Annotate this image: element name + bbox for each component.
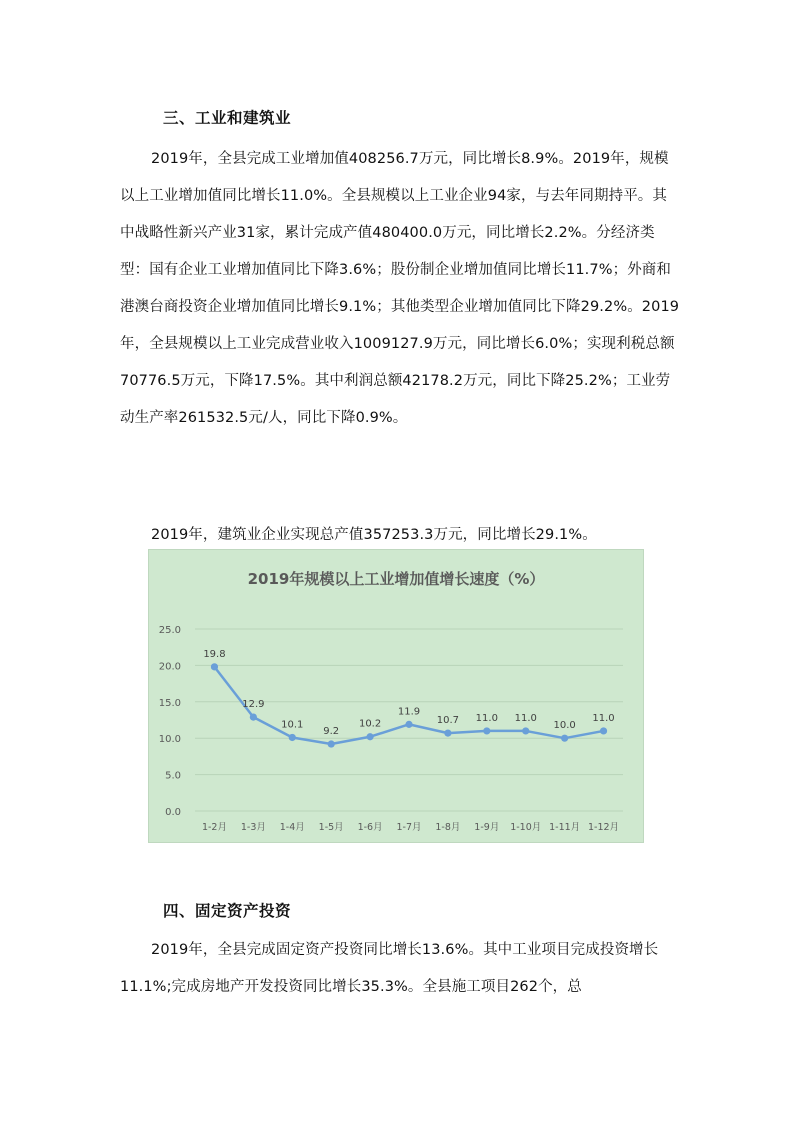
- x-tick-label: 1-11月: [549, 822, 581, 833]
- y-tick-label: 10.0: [158, 734, 181, 746]
- x-tick-label: 1-4月: [279, 822, 305, 833]
- data-point: [211, 663, 218, 670]
- data-point: [366, 733, 373, 740]
- industry-paragraph: 2019年，全县完成工业增加值408256.7万元，同比增长8.9%。2019年，规模以上工业增加值同比增长11.0%。全县规模以上工业企业94家，与去年同期持平。其中战略性新兴产业31家，累计完成产值480400.0万元，同比增长2.2%。分经济类型：国有企业工业增加值同比下降3.6%；股份制企业增加值同比增长11.7%；外商和港澳台商投资企业增加值同比增长9.1%；其他类型企业增加值同比下降29.2%。2019年，全县规模以上工业完成营业收入1009127.9万元，同比增长6.0%；实现利税总额70776.5万元，下降17.5%。其中利润总额42178.2万元，同比下降25.2%；工业劳动生产率261532.5元/人，同比下降0.9%。: [120, 151, 680, 426]
- y-tick-label: 20.0: [158, 661, 181, 673]
- y-tick-label: 15.0: [158, 697, 181, 709]
- x-axis-ticks: [202, 822, 619, 833]
- data-label: 11.0: [475, 712, 498, 724]
- data-label: 10.0: [553, 720, 576, 732]
- data-point: [444, 730, 451, 737]
- data-point: [250, 713, 257, 720]
- fixed-assets-paragraph: 2019年，全县完成固定资产投资同比增长13.6%。其中工业项目完成投资增长11.1%;完成房地产开发投资同比增长35.3%。全县施工项目262个，总: [120, 942, 659, 995]
- data-label: 10.1: [281, 719, 304, 731]
- chart-svg: [149, 550, 643, 842]
- x-tick-label: 1-12月: [588, 822, 620, 833]
- data-label: 9.2: [323, 726, 340, 738]
- data-label: 11.0: [514, 712, 537, 724]
- construction-paragraph: 2019年，建筑业企业实现总产值357253.3万元，同比增长29.1%。: [151, 527, 597, 543]
- data-label: 10.2: [358, 718, 382, 730]
- y-axis-ticks: [159, 625, 181, 818]
- x-tick-label: 1-6月: [357, 822, 383, 833]
- data-label: 12.9: [242, 699, 265, 711]
- section-heading-fixed-assets: 四、固定资产投资: [163, 902, 292, 920]
- data-label: 10.7: [436, 715, 460, 727]
- data-point: [328, 740, 335, 747]
- data-label: 19.8: [203, 648, 226, 660]
- data-point: [483, 727, 490, 734]
- x-tick-label: 1-3月: [240, 822, 266, 833]
- data-point: [289, 734, 296, 741]
- data-point: [522, 727, 529, 734]
- x-tick-label: 1-9月: [474, 822, 500, 833]
- chart-title: 2019年规模以上工业增加值增长速度（%）: [247, 570, 545, 588]
- y-tick-label: 0.0: [165, 807, 181, 818]
- section-heading-industry: 三、工业和建筑业: [163, 109, 292, 127]
- x-tick-label: 1-8月: [435, 822, 461, 833]
- x-tick-label: 1-7月: [396, 822, 422, 833]
- data-point: [405, 721, 412, 728]
- x-tick-label: 1-2月: [201, 822, 227, 833]
- y-tick-label: 25.0: [158, 625, 181, 636]
- data-label: 11.0: [592, 712, 615, 724]
- data-point: [600, 727, 607, 734]
- growth-line-chart: [148, 549, 644, 843]
- x-tick-label: 1-10月: [510, 822, 542, 833]
- y-tick-label: 5.0: [165, 770, 181, 782]
- x-tick-label: 1-5月: [318, 822, 344, 833]
- data-label: 11.9: [397, 706, 421, 718]
- data-point: [561, 735, 568, 742]
